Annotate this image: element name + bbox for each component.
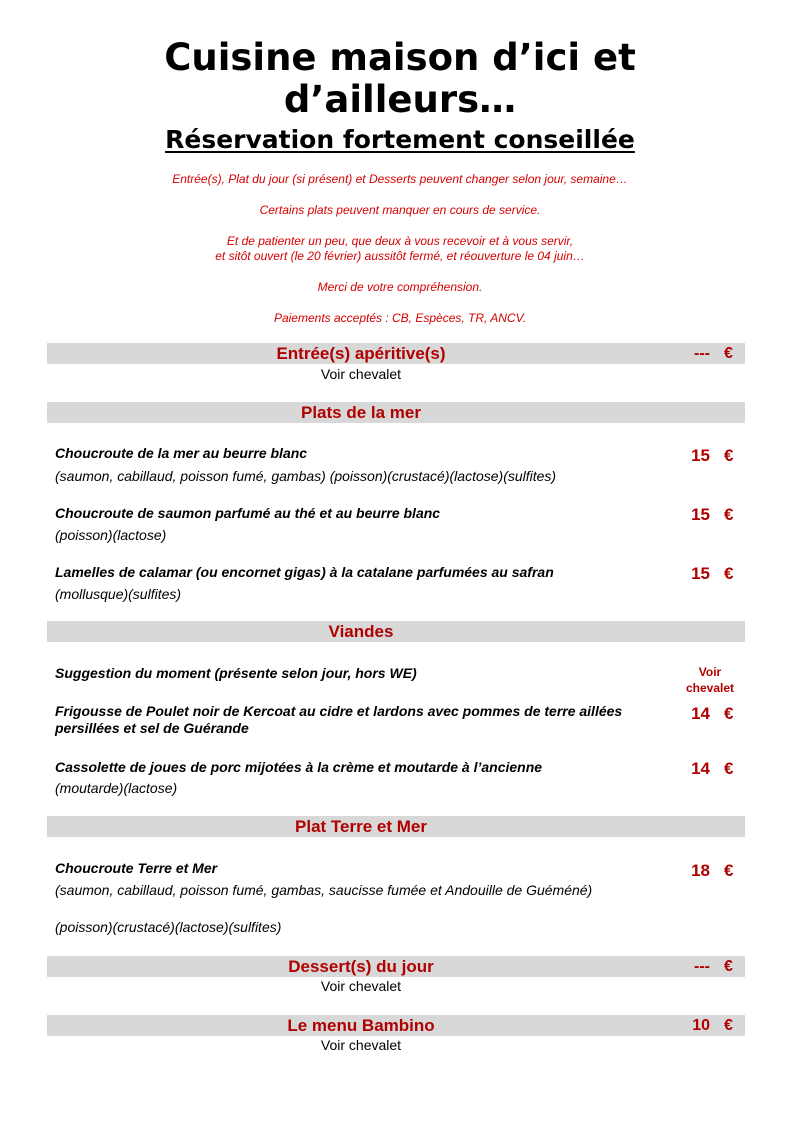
euro-icon: €	[724, 345, 733, 362]
section-title-bambino: Le menu Bambino	[287, 1016, 435, 1035]
menu-item-price	[675, 446, 745, 466]
menu-item-desc: (moutarde)(lactose)	[55, 780, 178, 796]
price-amount: ---	[694, 958, 710, 975]
euro-icon: €	[724, 446, 734, 465]
menu-item-name: Choucroute de saumon parfumé au thé et au beurre blanc	[55, 505, 441, 521]
note-opening-dates: et sitôt ouvert (le 20 février) aussitôt fermé, et réouverture le 04 juin…	[215, 249, 585, 263]
title-line-2: d’ailleurs…	[283, 78, 517, 121]
note-menu-changes: Entrée(s), Plat du jour (si présent) et Desserts peuvent changer selon jour, semaine…	[172, 172, 628, 186]
note-payments: Paiements acceptés : CB, Espèces, TR, ANCV.	[273, 311, 527, 325]
euro-icon: €	[724, 958, 733, 975]
menu-item-name: Choucroute Terre et Mer	[55, 860, 218, 876]
menu-item-price	[675, 704, 745, 724]
note-patience: Et de patienter un peu, que deux à vous recevoir et à vous servir,	[226, 234, 574, 248]
section-title-terre-mer: Plat Terre et Mer	[295, 817, 427, 836]
menu-item-price	[675, 505, 745, 525]
price-amount: 10	[692, 1017, 710, 1034]
section-price-bambino	[675, 1015, 745, 1036]
menu-item-name: Lamelles de calamar (ou encornet gigas) à la catalane parfumées au safran	[55, 564, 554, 580]
price-amount: 14	[691, 759, 710, 778]
desserts-note: Voir chevalet	[320, 978, 402, 994]
aperitif-note: Voir chevalet	[320, 366, 402, 382]
price-amount: 15	[691, 564, 710, 583]
section-title-aperitif: Entrée(s) apéritive(s)	[276, 344, 446, 363]
euro-icon: €	[724, 704, 734, 723]
menu-item-desc: (saumon, cabillaud, poisson fumé, gambas) (poisson)(crustacé)(lactose)(sulfites)	[55, 468, 557, 484]
menu-item-allergens: (poisson)(crustacé)(lactose)(sulfites)	[55, 919, 282, 935]
page-title	[0, 37, 800, 121]
section-price-desserts	[675, 956, 745, 977]
price-amount: 15	[691, 505, 710, 524]
price-amount: 15	[691, 446, 710, 465]
section-price-aperitif	[675, 343, 745, 364]
price-note-line-2: chevalet	[685, 681, 735, 695]
menu-item-name: Choucroute de la mer au beurre blanc	[55, 445, 308, 461]
reservation-subtitle: Réservation fortement conseillée	[165, 125, 635, 154]
euro-icon: €	[724, 861, 734, 880]
price-amount: 18	[691, 861, 710, 880]
menu-item-price-note	[675, 664, 745, 696]
euro-icon: €	[724, 759, 734, 778]
note-thanks: Merci de votre compréhension.	[317, 280, 483, 294]
menu-item-price	[675, 564, 745, 584]
section-title-mer: Plats de la mer	[300, 403, 421, 422]
title-line-1: Cuisine maison d’ici et	[164, 36, 636, 79]
menu-item-desc: (saumon, cabillaud, poisson fumé, gambas, saucisse fumée et Andouille de Guéméné)	[55, 882, 593, 898]
euro-icon: €	[724, 505, 734, 524]
menu-item-name: Suggestion du moment (présente selon jour, hors WE)	[55, 665, 417, 681]
section-title-viandes: Viandes	[328, 622, 394, 641]
section-title-desserts: Dessert(s) du jour	[288, 957, 434, 976]
menu-item-price	[675, 861, 745, 881]
menu-item-price	[675, 759, 745, 779]
menu-item-name: Cassolette de joues de porc mijotées à la crème et moutarde à l’ancienne	[55, 759, 543, 775]
price-amount: ---	[694, 345, 710, 362]
euro-icon: €	[724, 564, 734, 583]
menu-item-desc: (poisson)(lactose)	[55, 527, 167, 543]
note-missing-dishes: Certains plats peuvent manquer en cours de service.	[259, 203, 541, 217]
menu-item-desc: (mollusque)(sulfites)	[55, 586, 182, 602]
price-note-line-1: Voir	[698, 665, 722, 679]
euro-icon: €	[724, 1017, 733, 1034]
menu-item-name: Frigousse de Poulet noir de Kercoat au cidre et lardons avec pommes de terre aillées persillées et sel de Guérande	[55, 703, 623, 736]
price-amount: 14	[691, 704, 710, 723]
bambino-note: Voir chevalet	[320, 1037, 402, 1053]
